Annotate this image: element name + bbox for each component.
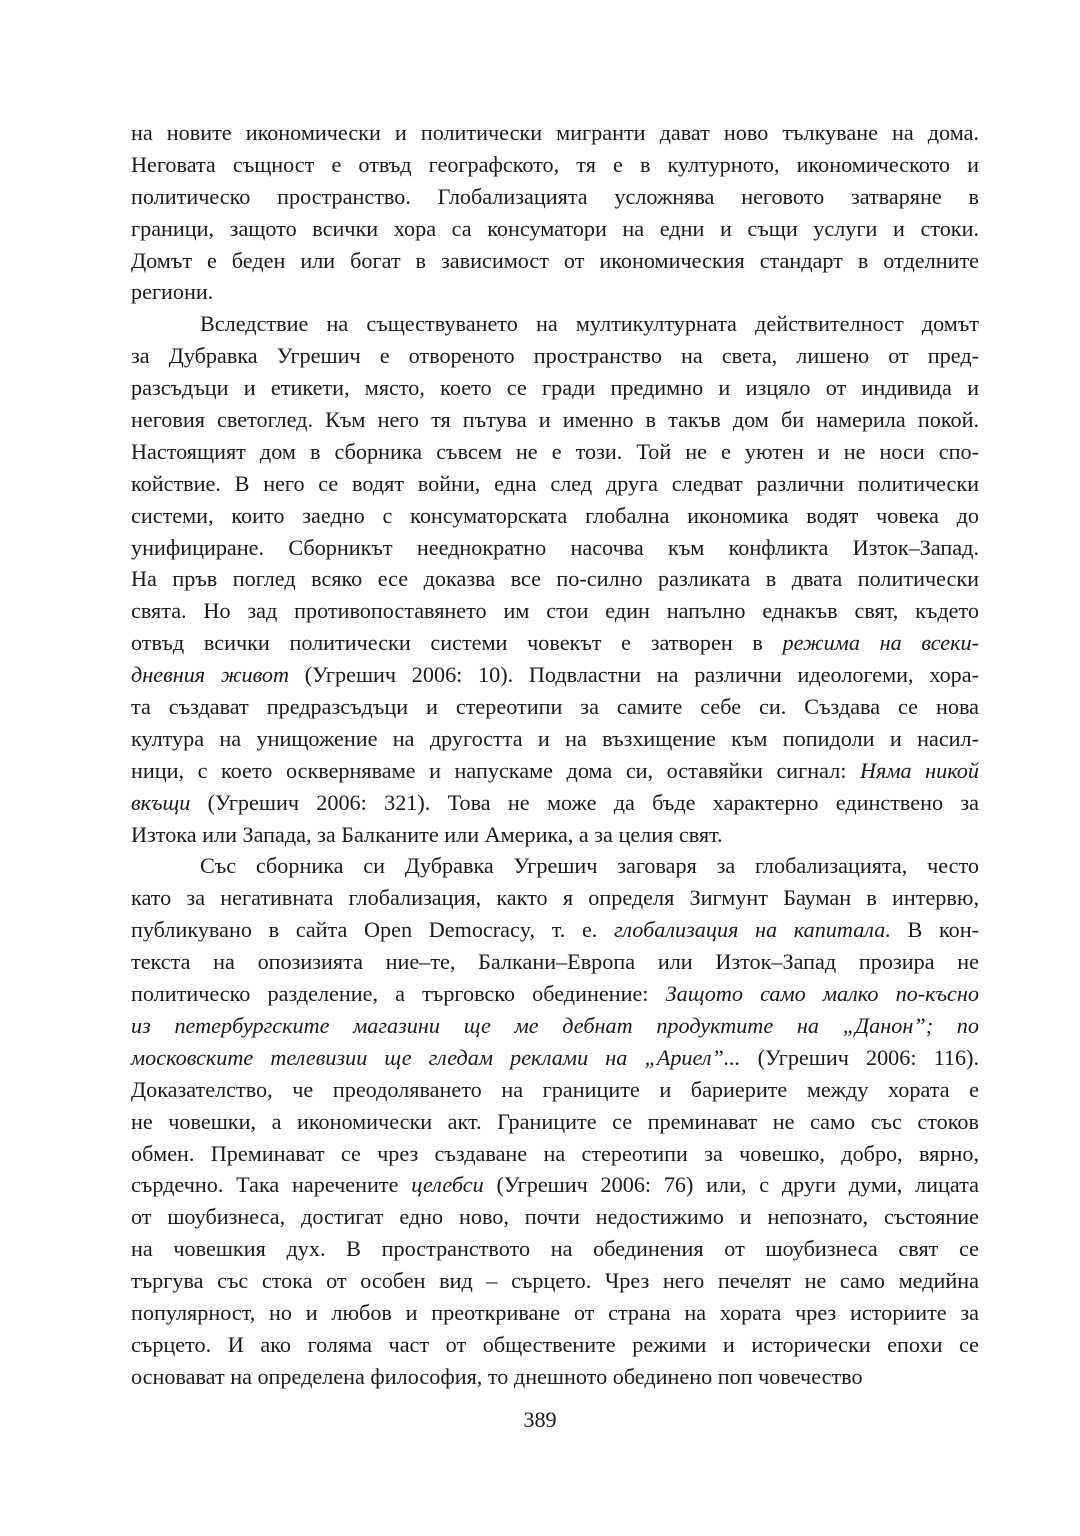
text-line <box>131 1042 979 1074</box>
text-span: не човешки, а икономически акт. Границите се преминават не само със стоков <box>131 1108 979 1134</box>
text-span: В кон- <box>890 917 979 943</box>
text-span: текста на опозизията ние–те, Балкани–Европа или Изток–Запад прозира не <box>131 949 979 975</box>
text-span: сърцето. И ако голяма част от обществените режими и исторически епохи се <box>131 1331 979 1357</box>
paragraph-3 <box>131 850 979 1392</box>
text-span: Неговата същност е отвъд географското, тя е в културното, икономическото и <box>131 151 979 177</box>
text-span: търгува със стока от особен вид – сърцето. Чрез него печелят не само медийна <box>131 1268 979 1294</box>
text-line <box>131 436 979 468</box>
italic-text-span: режима на всеки- <box>782 630 980 656</box>
text-span: койствие. В него се водят войни, една след друга следват различни политически <box>131 470 979 496</box>
text-line <box>131 1010 979 1042</box>
text-line <box>131 1201 979 1233</box>
paragraph-1 <box>131 117 979 308</box>
text-line <box>131 787 979 819</box>
text-line <box>131 914 979 946</box>
text-line <box>131 691 979 723</box>
text-line <box>131 1138 979 1170</box>
text-line <box>131 500 979 532</box>
text-line <box>131 1233 979 1265</box>
text-line <box>131 1361 979 1393</box>
text-line <box>131 308 979 340</box>
text-span: та създават предразсъдъци и стереотипи за самите себе си. Създава се нова <box>131 694 979 720</box>
text-span: популярност, но и любов и преоткриване от страна на хората чрез историите за <box>131 1299 979 1325</box>
text-line <box>131 755 979 787</box>
text-span: Вследствие на съществуването на мултикултурната действителност домът <box>200 311 979 337</box>
text-span: унифициране. Сборникът нееднократно насочва към конфликта Изток–Запад. <box>131 534 979 560</box>
text-span: за Дубравка Угрешич е отвореното пространство на света, лишено от пред- <box>131 343 979 369</box>
text-span: основават на определена философия, то днешното обединено поп човечество <box>131 1363 863 1389</box>
text-line <box>131 1106 979 1138</box>
text-span: региони. <box>131 279 214 305</box>
text-line <box>131 595 979 627</box>
page-number: 389 <box>523 1407 557 1432</box>
text-line <box>131 850 979 882</box>
text-span: обмен. Преминават се чрез създаване на стереотипи за човешко, добро, вярно, <box>131 1140 979 1166</box>
text-span: от шоубизнеса, достигат едно ново, почти недостижимо и непознато, състояние <box>131 1204 979 1230</box>
text-span: Домът е беден или богат в зависимост от икономическия стандарт в отделните <box>131 247 979 273</box>
text-span: Настоящият дом в сборника съвсем не е този. Той не е уютен и не носи спо- <box>131 438 979 464</box>
text-span: системи, които заедно с консуматорската глобална икономика водят човека до <box>131 502 979 528</box>
text-line <box>131 213 979 245</box>
italic-text-span: глобализация на капитала. <box>614 917 891 943</box>
text-line <box>131 181 979 213</box>
text-span: (Угрешич 2006: 10). Подвластни на различни идеологеми, хора- <box>289 662 980 688</box>
text-span: сърдечно. Така наречените <box>131 1172 412 1198</box>
text-line <box>131 563 979 595</box>
italic-text-span: из петербургските магазини ще ме дебнат продуктите на „Данон”; по <box>131 1012 979 1038</box>
text-span: като за негативната глобализация, както я определя Зигмунт Бауман в интервю, <box>131 885 979 911</box>
text-line <box>131 1329 979 1361</box>
text-span: неговия светоглед. Към него тя пътува и именно в такъв дом би намерила покой. <box>131 407 979 433</box>
text-span: (Угрешич 2006: 321). Това не може да бъде характерно единствено за <box>190 789 979 815</box>
text-span: Доказателство, че преодоляването на границите и бариерите между хората е <box>131 1076 979 1102</box>
text-line <box>131 819 979 851</box>
text-line <box>131 468 979 500</box>
text-line <box>131 978 979 1010</box>
text-span: (Угрешич 2006: 116). <box>740 1044 979 1070</box>
text-span: Изтока или Запада, за Балканите или Америка, а за целия свят. <box>131 821 723 847</box>
text-line <box>131 532 979 564</box>
text-span: Със сборника си Дубравка Угрешич заговаря за глобализацията, често <box>200 853 979 879</box>
text-line <box>131 627 979 659</box>
text-span: граници, защото всички хора са консуматори на едни и същи услуги и стоки. <box>131 215 979 241</box>
text-span: публикувано в сайта Open Democracy, т. е. <box>131 917 614 943</box>
text-span: на новите икономически и политически мигранти дават ново тълкуване на дома. <box>131 120 979 145</box>
text-span: На пръв поглед всяко есе доказва все по-силно разликата в двата политически <box>131 566 979 592</box>
italic-text-span: целебси <box>411 1172 484 1198</box>
paragraph-2 <box>131 308 979 850</box>
text-line <box>131 340 979 372</box>
text-span: политическо разделение, а търговско обединение: <box>131 981 666 1007</box>
text-span: (Угрешич 2006: 76) или, с други думи, лицата <box>483 1172 979 1198</box>
text-line <box>131 659 979 691</box>
text-line <box>131 1265 979 1297</box>
text-span: отвъд всички политически системи човекът е затворен в <box>131 630 783 656</box>
text-line <box>131 117 979 149</box>
italic-text-span: Няма никой <box>860 757 979 783</box>
italic-text-span: дневния живот <box>131 662 290 688</box>
text-span: политическо пространство. Глобализацията усложнява неговото затваряне в <box>131 183 979 209</box>
text-span: ници, с което оскверняваме и напускаме дома си, оставяйки сигнал: <box>131 757 861 783</box>
text-line <box>131 946 979 978</box>
text-span: разсъдъци и етикети, място, което се гради предимно и изцяло от индивида и <box>131 375 979 401</box>
text-line <box>131 149 979 181</box>
text-span: свята. Но зад противопоставянето им стои един напълно еднакъв свят, където <box>131 598 979 624</box>
text-line <box>131 276 979 308</box>
text-line <box>131 1169 979 1201</box>
italic-text-span: вкъщи <box>131 789 191 815</box>
text-line <box>131 1297 979 1329</box>
text-span: култура на унищожение на другостта и на възхищение към попидоли и насил- <box>131 725 979 751</box>
text-line <box>131 404 979 436</box>
italic-text-span: московските телевизии ще гледам реклами на „Ариел”... <box>131 1044 741 1070</box>
italic-text-span: Защото само малко по-късно <box>665 981 979 1007</box>
text-line <box>131 245 979 277</box>
text-line <box>131 723 979 755</box>
text-line <box>131 372 979 404</box>
text-span: на човешкия дух. В пространството на обединения от шоубизнеса свят се <box>131 1236 979 1262</box>
page-body <box>131 117 979 1393</box>
text-line <box>131 1074 979 1106</box>
text-line <box>131 882 979 914</box>
